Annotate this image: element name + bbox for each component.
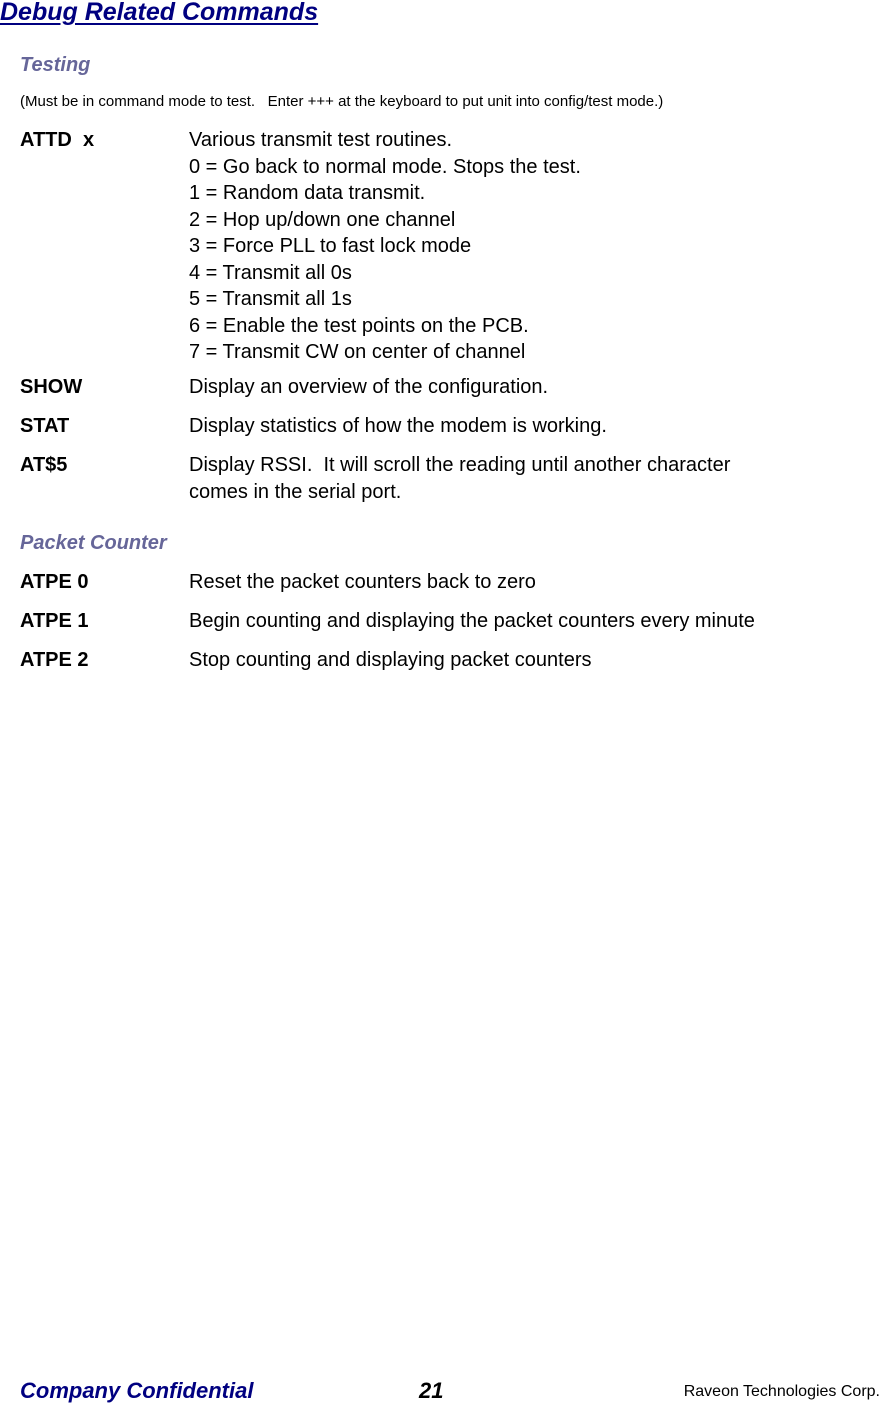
section-heading-packet-counter: Packet Counter (20, 532, 167, 554)
section-heading-testing: Testing (20, 54, 91, 76)
command-description (189, 374, 859, 401)
command-description (189, 413, 859, 440)
command-description (189, 127, 859, 366)
command-description (189, 452, 859, 505)
testing-note: (Must be in command mode to test. Enter +++ at the keyboard to put unit into config/test mode.) (20, 93, 664, 110)
description-line: 3 = Force PLL to fast lock mode (189, 235, 472, 257)
page-title: Debug Related Commands (0, 0, 319, 26)
command-name: STAT (20, 415, 70, 437)
command-description (189, 608, 859, 635)
description-line: 6 = Enable the test points on the PCB. (189, 314, 529, 337)
description-line: 0 = Go back to normal mode. Stops the test. (189, 155, 581, 178)
command-name: AT$5 (20, 454, 68, 476)
page-number: 21 (419, 1378, 444, 1403)
command-description (189, 647, 859, 674)
command-name: ATPE 1 (20, 610, 89, 632)
command-description (189, 569, 859, 596)
footer-confidential: Company Confidential (20, 1378, 254, 1403)
description-line: 5 = Transmit all 1s (189, 288, 352, 310)
description-line: Begin counting and displaying the packet counters every minute (189, 610, 755, 632)
command-name: SHOW (20, 376, 83, 398)
description-line: Display statistics of how the modem is working. (189, 415, 607, 437)
description-line: 4 = Transmit all 0s (189, 261, 352, 284)
description-line: 2 = Hop up/down one channel (189, 208, 456, 231)
description-line: 7 = Transmit CW on center of channel (189, 341, 526, 363)
footer-company: Raveon Technologies Corp. (683, 1383, 880, 1400)
description-line: comes in the serial port. (189, 480, 402, 503)
description-line: Reset the packet counters back to zero (189, 571, 536, 593)
description-line: Display an overview of the configuration. (189, 376, 549, 398)
description-line: 1 = Random data transmit. (189, 182, 426, 204)
command-name: ATPE 0 (20, 571, 89, 593)
command-name: ATPE 2 (20, 649, 89, 671)
command-name: ATTD x (20, 129, 95, 151)
description-line: Various transmit test routines. (189, 129, 453, 151)
description-line: Stop counting and displaying packet counters (189, 649, 592, 671)
description-line: Display RSSI. It will scroll the reading until another character (189, 454, 731, 476)
